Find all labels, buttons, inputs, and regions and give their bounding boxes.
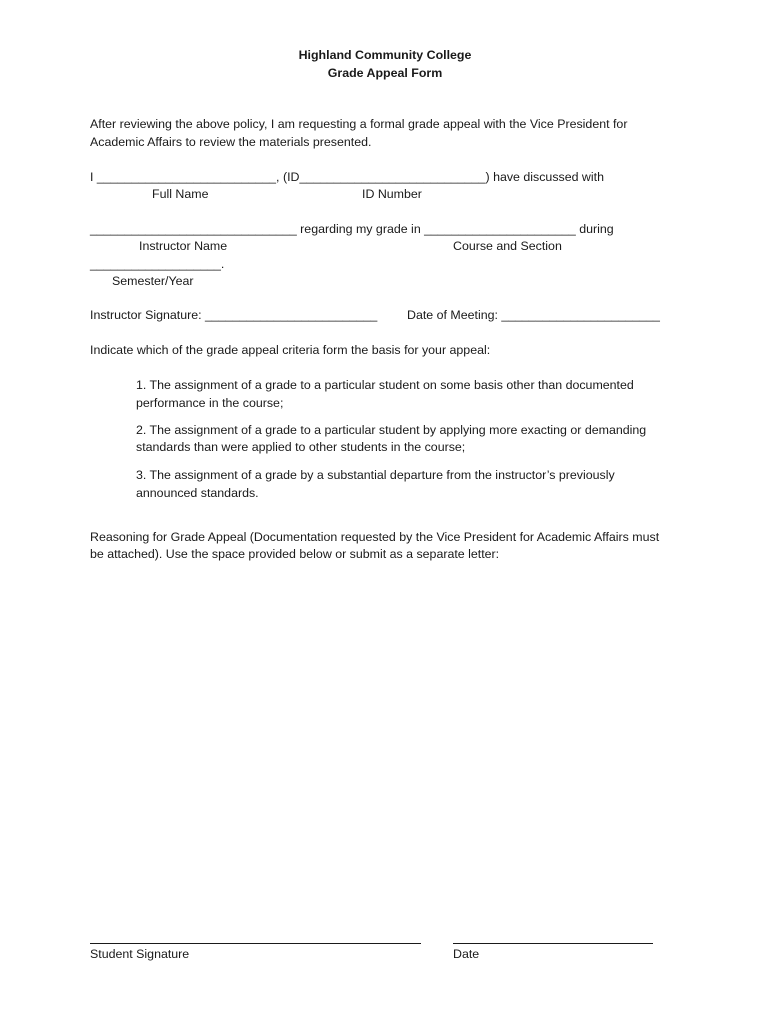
semester-line[interactable]: ___________________. [90,257,225,271]
criteria-item-1-line-2: performance in the course; [136,396,284,410]
criteria-prompt: Indicate which of the grade appeal criteria form the basis for your appeal: [90,343,491,357]
semester-year-label: Semester/Year [112,274,194,288]
criteria-item-3-line-2: announced standards. [136,486,259,500]
full-name-label: Full Name [152,187,209,201]
criteria-item-2-line-2: standards than were applied to other students in the course; [136,440,466,454]
reasoning-line-2: be attached). Use the space provided below or submit as a separate letter: [90,547,500,561]
date-of-meeting-field[interactable]: Date of Meeting: _______________________ [407,308,660,322]
intro-line-2: Academic Affairs to review the materials presented. [90,135,372,149]
instructor-course-line[interactable]: ______________________________ regarding my grade in ______________________ during [90,222,614,236]
student-signature-label: Student Signature [90,947,190,961]
reasoning-line-1: Reasoning for Grade Appeal (Documentation requested by the Vice President for Academic Affairs must [90,530,660,544]
intro-line-1: After reviewing the above policy, I am requesting a formal grade appeal with the Vice President for [90,117,628,131]
instructor-signature-field[interactable]: Instructor Signature: _________________________ [90,308,378,322]
criteria-item-1-line-1: 1. The assignment of a grade to a particular student on some basis other than documented [136,378,634,392]
criteria-item-3-line-1: 3. The assignment of a grade by a substantial departure from the instructor’s previously [136,468,615,482]
date-label: Date [453,947,480,961]
criteria-item-2-line-1: 2. The assignment of a grade to a particular student by applying more exacting or demanding [136,423,647,437]
id-number-label: ID Number [362,187,422,201]
course-section-label: Course and Section [453,239,562,253]
form-title: Grade Appeal Form [327,66,443,80]
instructor-name-label: Instructor Name [139,239,228,253]
date-line[interactable] [453,943,653,944]
student-id-line[interactable]: I __________________________, (ID___________________________) have discussed with [90,170,604,184]
student-signature-line[interactable] [90,943,421,944]
college-name: Highland Community College [298,48,472,62]
